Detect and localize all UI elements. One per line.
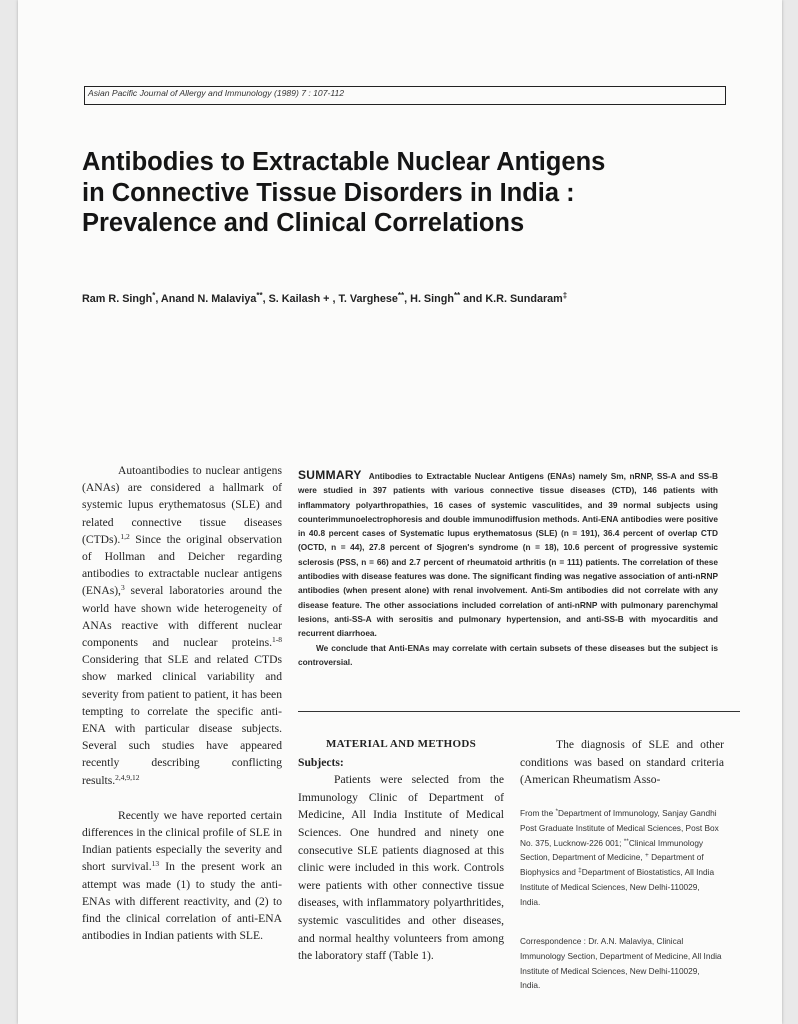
author-separator: and xyxy=(460,293,486,305)
affiliation-text: From the xyxy=(520,808,556,818)
citation: 1,2 xyxy=(120,531,130,541)
journal-page xyxy=(18,0,782,1024)
affiliation-text: Clinical Immunology Section, Department of Medicine, xyxy=(520,837,704,863)
correspondence-text: Correspondence : Dr. A.N. Malaviya, Clinical Immunology Section, Department of Medicine, All India Institute of Medical Sciences, New Delhi-110029, India. xyxy=(520,936,722,991)
author-mark: + xyxy=(320,293,330,305)
citation: 2,4,9,12 xyxy=(115,772,140,782)
citation: 13 xyxy=(151,859,160,869)
intro-paragraph xyxy=(82,807,282,945)
author-mark: ‡ xyxy=(562,291,568,300)
article-title xyxy=(82,147,772,239)
correspondence-note xyxy=(520,934,722,993)
affiliation-text: Department of Immunology, Sanjay Gandhi Post Graduate Institute of Medical Sciences, Post Box No. 375, Lucknow-226 001; xyxy=(520,808,719,848)
title-line: in Connective Tissue Disorders in India : xyxy=(82,178,575,207)
affiliation-mark: * xyxy=(555,808,559,815)
author-separator: , xyxy=(329,293,339,305)
affiliation-text: Department of Biostatistics, All India Institute of Medical Sciences, New Delhi-110029, India. xyxy=(520,867,715,907)
citation: 1-8 xyxy=(272,635,282,645)
author-mark: ** xyxy=(256,291,263,300)
summary-paragraph xyxy=(298,468,718,641)
intro-text: Autoantibodies to nuclear antigens (ANAs) are considered a hallmark of systemic lupus erythematosus (SLE) and related connective tissue diseases (CTDs). xyxy=(82,464,282,546)
author-separator: , xyxy=(155,293,161,305)
summary-block xyxy=(298,468,718,669)
subsection-heading: Subjects: xyxy=(298,755,344,769)
divider xyxy=(298,711,740,712)
methods-column xyxy=(298,736,504,965)
intro-text: Considering that SLE and related CTDs show marked clinical variability and severity from patient to patient, it has been tempting to correlate the specific anti-ENA with particular disease subjects. Several such studies have appeared recently describing conflicting results. xyxy=(82,653,282,787)
methods-paragraph: Patients were selected from the Immunology Clinic of Department of Medicine, All India Institute of Medical Sciences. One hundred and ninety one consecutive SLE patients diagnosed at this clinic were included in this work. Controls were patients with other connective tissue diseases, with inflammatory polyarthritides, systemic vasculitides and other diseases, and normal healthy volunteers from among the laboratory staff (Table 1). xyxy=(298,773,504,963)
title-line: Antibodies to Extractable Nuclear Antigens xyxy=(82,148,606,176)
author-mark: ** xyxy=(397,291,405,300)
section-heading: MATERIAL AND METHODS xyxy=(325,738,477,750)
intro-text: In the present work an attempt was made (1) to study the anti-ENAs with different reactivity, and (2) to find the clinical correlation of anti-ENA antibodies in Indian patients with SLE. xyxy=(82,860,282,943)
affiliation-mark: + xyxy=(644,852,649,860)
author-name: Anand N. Malaviya xyxy=(160,293,257,305)
running-header: Asian Pacific Journal of Allergy and Immunology (1989) 7 : 107-112 xyxy=(88,88,345,98)
citation: 3 xyxy=(120,583,125,593)
right-column xyxy=(520,736,724,789)
author-name: S. Kailash xyxy=(268,293,321,305)
intro-paragraph xyxy=(82,462,282,789)
diagnosis-paragraph: The diagnosis of SLE and other conditions was based on standard criteria (American Rheumatism Asso- xyxy=(520,738,724,787)
author-separator: , xyxy=(404,293,411,305)
author-name: H. Singh xyxy=(410,293,454,305)
author-mark: * xyxy=(152,291,156,300)
intro-text: several laboratories around the world have shown wide heterogeneity of ANAs reactive with different nuclear components and nuclear proteins. xyxy=(82,584,282,650)
author-list xyxy=(82,293,772,305)
intro-text: Since the original observation of Hollman and Deicher regarding antibodies to extractable nuclear antigens (ENAs), xyxy=(82,532,282,598)
summary-label: SUMMARY xyxy=(298,468,362,482)
author-name: Ram R. Singh xyxy=(82,293,153,305)
summary-conclusion: We conclude that Anti-ENAs may correlate with certain subsets of these diseases but the subject is controversial. xyxy=(298,642,718,667)
affiliation-mark: ** xyxy=(623,837,629,845)
introduction-column xyxy=(82,462,282,944)
affiliation-mark: ‡ xyxy=(578,867,582,875)
author-separator: , xyxy=(262,293,269,305)
running-header-box xyxy=(84,86,726,105)
author-mark: ** xyxy=(453,291,461,300)
affiliation-note xyxy=(520,806,722,910)
author-name: K.R. Sundaram xyxy=(485,293,563,305)
summary-text: Antibodies to Extractable Nuclear Antigens (ENAs) namely Sm, nRNP, SS-A and SS-B were studied in 397 patients with various connective tissue diseases (CTD), 146 patients with inflammatory polyarthropathies, 16 cases of systemic vasculitides, and 39 normal subjects using counterimmunoelectrophoresis and double immunodiffusion methods. Anti-ENA antibodies were positive in 40.8 percent cases of Systematic lupus erythematosus (SLE) (n = 191), 36.4 percent of overlap CTD (OCTD, n = 44), 27.8 percent of Sjogren's syndrome (n = 18), 10.6 percent of progressive systemic sclerosis (PSS, n = 66) and 2.7 percent of rheumatoid arthritis (n = 111) patients. The correlation of these antibodies with disease features was done. The significant finding was negative association of anti-nRNP antibodies (when present alone) with renal involvement. Anti-Sm antibodies did not correlate with any disease feature. The other associations included correlation of anti-nRNP with pulmonary parenchymal lesions, anti-SS-A with serositis and pulmonary hypertension, and anti-SS-B with myocarditis and recurrent diarrhoea. xyxy=(298,471,718,639)
title-line: Prevalence and Clinical Correlations xyxy=(82,209,525,237)
intro-text: Recently we have reported certain differences in the clinical profile of SLE in Indian patients especially the severity and short survival. xyxy=(82,808,282,874)
author-name: T. Varghese xyxy=(338,293,398,305)
affiliation-text: Department of Biophysics and xyxy=(520,852,704,878)
